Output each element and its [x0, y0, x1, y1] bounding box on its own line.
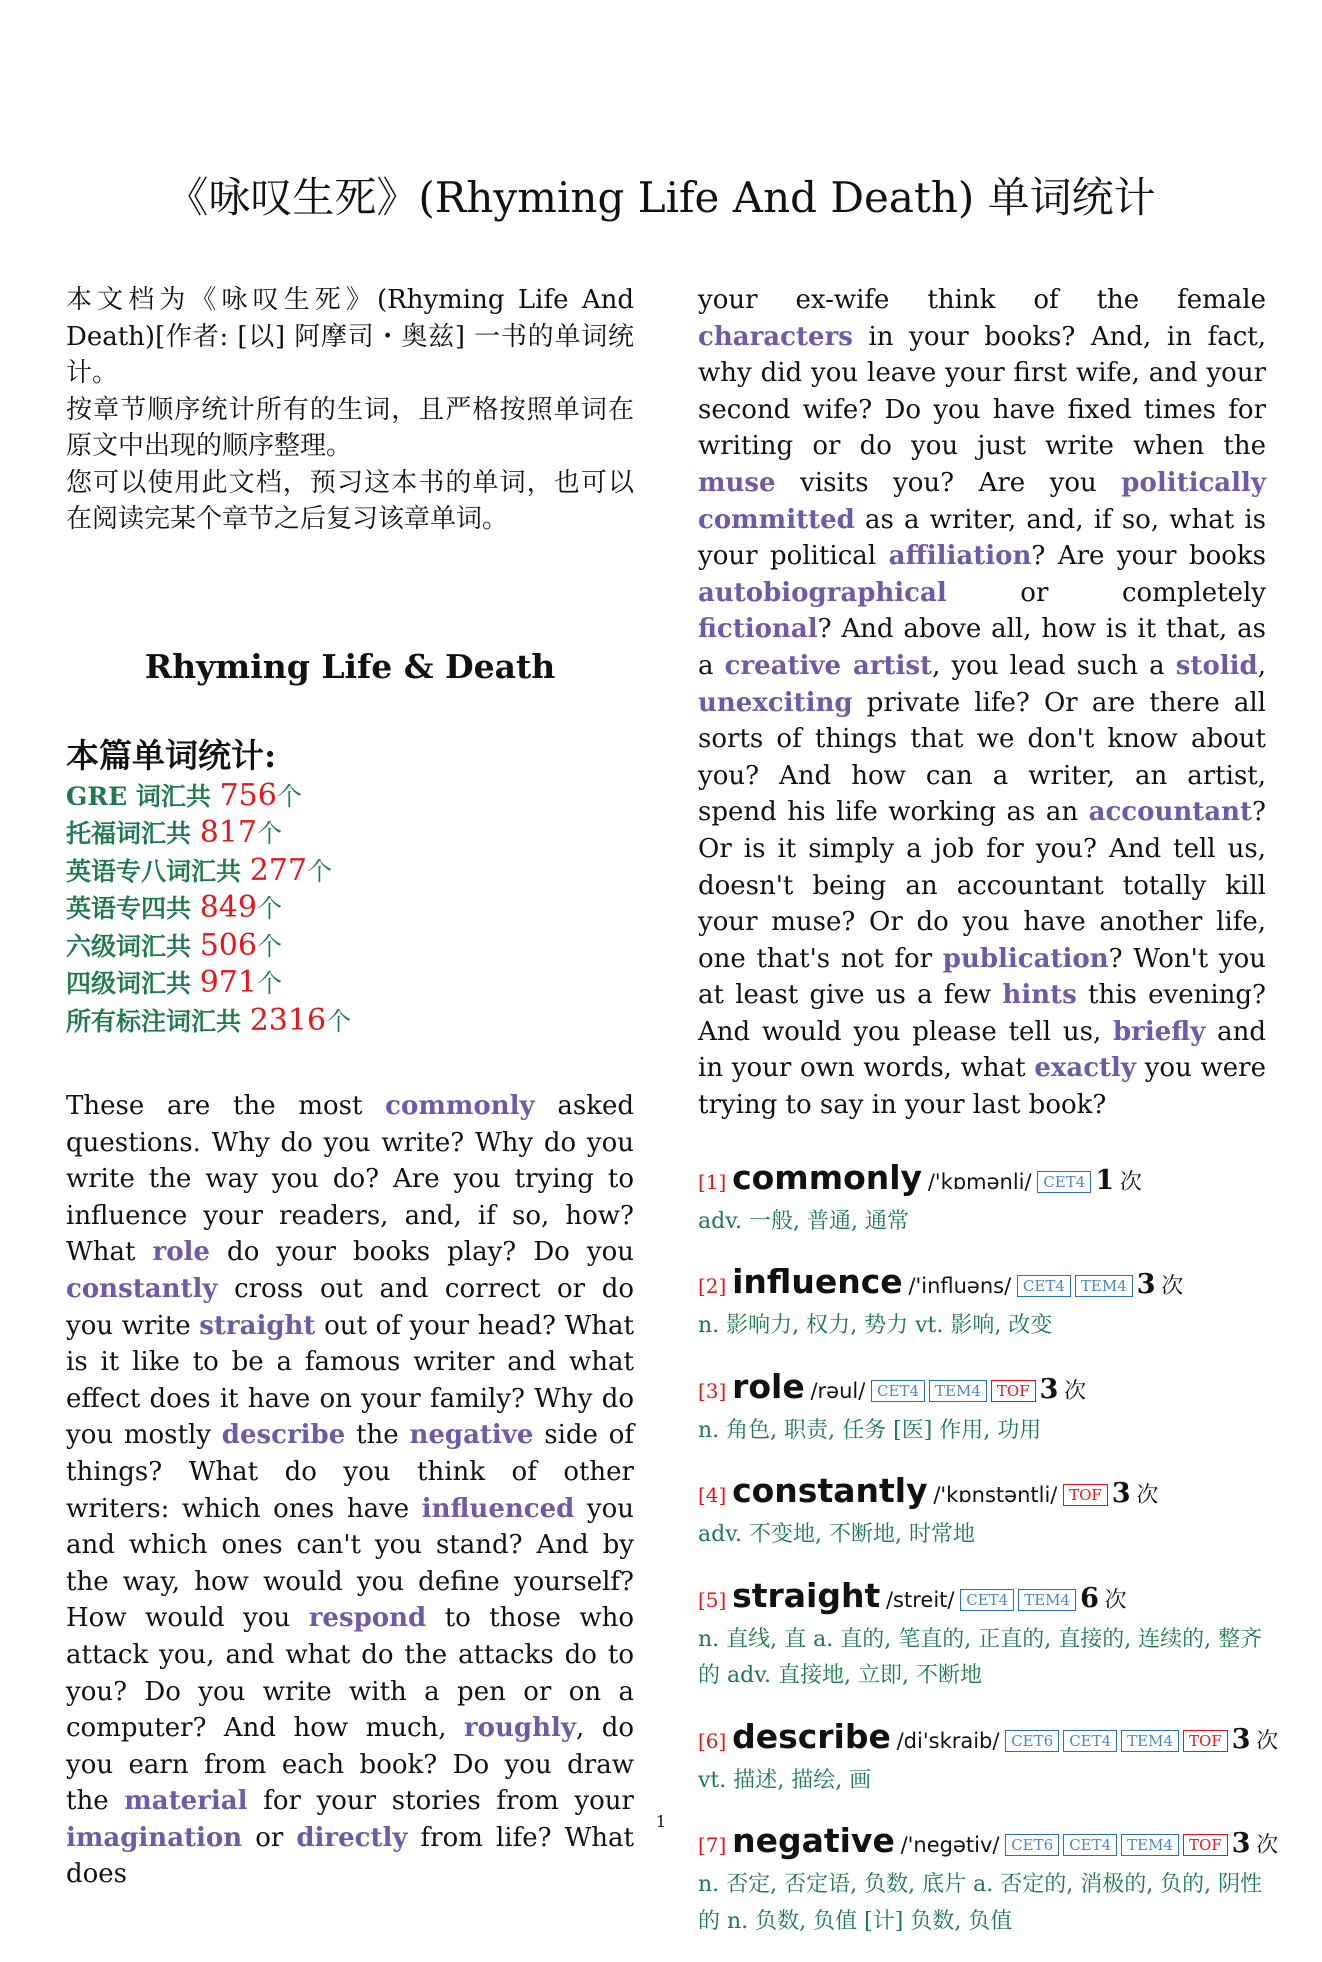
entry-unit: 次	[1136, 1483, 1159, 1509]
stat-count: 277	[249, 852, 307, 888]
entry-word: describe	[732, 1716, 891, 1756]
passage-text: do your books play? Do you	[209, 1237, 634, 1268]
stat-count: 849	[199, 890, 257, 925]
stat-unit: 个	[256, 894, 282, 923]
highlighted-word: negative	[409, 1420, 534, 1451]
stats-item	[66, 928, 634, 966]
tag-badge: TOF	[1183, 1834, 1228, 1856]
entry-head	[698, 1158, 1266, 1204]
entry-ipa: /di'skraib/	[896, 1728, 1000, 1753]
tag-badge: TOF	[1183, 1730, 1228, 1752]
highlighted-word: commonly	[385, 1091, 535, 1121]
tag-badge: CET4	[1017, 1275, 1071, 1297]
entry-count: 3	[1136, 1269, 1156, 1301]
stat-unit: 个	[326, 1006, 352, 1036]
entry-head	[698, 1716, 1279, 1763]
intro-line-3: 您可以使用此文档，预习这本书的单词，也可以在阅读完某个章节之后复习该章单词。	[66, 467, 634, 534]
highlighted-word: creative artist	[724, 650, 933, 681]
stats-title: 本篇单词统计:	[66, 735, 277, 775]
highlighted-word: publication	[942, 943, 1109, 974]
tag-badge: CET6	[1005, 1730, 1059, 1752]
entry-count: 3	[1039, 1373, 1059, 1405]
entry-unit: 次	[1256, 1728, 1279, 1754]
highlighted-word: briefly	[1113, 1016, 1206, 1047]
passage-text: visits you? Are you	[775, 467, 1122, 498]
stats-list	[66, 778, 634, 1041]
passage-text: the	[345, 1420, 410, 1451]
entry-number: [2]	[698, 1274, 727, 1299]
tag-badge: CET4	[1063, 1834, 1117, 1856]
entry-head	[698, 1367, 1266, 1413]
passage-text: ? Won't you at least give us a few	[698, 943, 1266, 1011]
page-number: 1	[655, 1812, 667, 1831]
stat-label: 四级词汇共	[66, 969, 200, 998]
passage-text: as a writer, and, if so, what is your political	[698, 504, 1266, 572]
stat-count: 971	[199, 965, 257, 1000]
entry-count: 3	[1231, 1828, 1251, 1860]
vocab-entry	[698, 1262, 1266, 1345]
passage-text: ? And above all, how is it that, as a	[698, 614, 1266, 681]
highlighted-word: hints	[1002, 980, 1077, 1011]
passage-text: to those who attack you, and what do the attacks do to you? Do you write with a pen or on a computer? And how much,	[66, 1603, 634, 1744]
tag-badge: CET4	[871, 1380, 925, 1402]
stats-item	[66, 815, 634, 853]
entry-definition: adv. 一般, 普通, 通常	[698, 1208, 909, 1234]
passage-text: asked questions. Why do you write? Why do you write the way you do? Are you trying to influence your readers, and, if so, how? What	[66, 1091, 634, 1268]
highlighted-word: affiliation	[888, 541, 1032, 572]
stat-unit: 个	[256, 969, 282, 998]
passage-text: ,	[1257, 650, 1266, 681]
entry-head	[698, 1576, 1266, 1622]
entry-definition: n. 角色, 职责, 任务 [医] 作用, 功用	[698, 1417, 1042, 1443]
section-title: Rhyming Life & Death	[144, 646, 556, 686]
entry-number: [4]	[698, 1483, 727, 1508]
highlighted-word: directly	[296, 1822, 408, 1853]
entry-ipa: /streit/	[885, 1587, 955, 1612]
entry-count: 3	[1231, 1723, 1251, 1755]
passage-text: you were trying to say in your last book?	[698, 1053, 1266, 1121]
highlighted-word: role	[152, 1237, 210, 1268]
entry-head	[698, 1471, 1266, 1517]
entry-word: constantly	[732, 1471, 928, 1511]
highlighted-word: autobiographical	[698, 577, 947, 608]
passage-text: your ex-wife think of the female	[698, 285, 1266, 315]
stat-label: 所有标注词汇共	[66, 1006, 250, 1036]
tag-badge: CET4	[1037, 1171, 1091, 1193]
entry-ipa: /'influəns/	[908, 1274, 1012, 1299]
entry-ipa: /'kɒnstəntli/	[933, 1483, 1058, 1508]
tag-badge: TOF	[1063, 1484, 1108, 1506]
entry-word: straight	[732, 1575, 881, 1615]
passage-text: you and which ones can't you stand? And by the way, how would you define yourself? How would you	[66, 1493, 634, 1634]
tag-badge: CET4	[1063, 1730, 1117, 1752]
intro-line-1: 本文档为《咏叹生死》(Rhyming Life And Death)[作者: [以] 阿摩司・奥兹] 一书的单词统计。	[66, 285, 634, 388]
highlighted-word: accountant	[1088, 797, 1253, 828]
passage-text: or	[242, 1822, 297, 1853]
entry-definition: vt. 描述, 描绘, 画	[698, 1767, 872, 1793]
highlighted-word: respond	[308, 1603, 427, 1634]
entry-definition: adv. 不变地, 不断地, 时常地	[698, 1522, 975, 1548]
vocab-entry	[698, 1158, 1266, 1241]
passage-text: this evening? And would you please tell us,	[698, 980, 1266, 1047]
tag-badge: TEM4	[929, 1380, 987, 1402]
tag-badge: CET4	[960, 1589, 1014, 1611]
entry-count: 6	[1080, 1582, 1099, 1614]
passage-text: from life? What does	[66, 1822, 634, 1890]
stats-item	[66, 1003, 634, 1041]
stat-unit: 个	[256, 819, 282, 848]
entry-number: [3]	[698, 1378, 727, 1403]
tag-badge: TEM4	[1121, 1834, 1179, 1856]
passage-text: ? Are your books	[1031, 541, 1266, 572]
passage-text: , do you earn from each book? Do you draw the	[66, 1713, 634, 1817]
highlighted-word: stolid	[1175, 650, 1258, 681]
passage-text: out of your head? What is it like to be a famous writer and what effect does it have on your family? Why do you mostly	[66, 1310, 634, 1451]
stat-count: 817	[199, 815, 257, 850]
passage-left	[66, 1088, 634, 1893]
passage-text: or completely	[946, 577, 1266, 608]
vocab-entry	[698, 1716, 1279, 1800]
entry-word: role	[732, 1366, 805, 1406]
tag-badge: TOF	[991, 1380, 1036, 1402]
entry-ipa: /rəul/	[810, 1378, 866, 1403]
passage-text: ? Or is it simply a job for you? And tell us, doesn't being an accountant totally kill your muse? Or do you have another life, one that's not for	[698, 797, 1266, 974]
highlighted-word: straight	[199, 1310, 316, 1341]
highlighted-word: imagination	[66, 1822, 243, 1853]
stat-label: 托福词汇共	[66, 819, 200, 848]
highlighted-word: characters	[698, 321, 853, 352]
entry-number: [5]	[698, 1587, 727, 1612]
vocab-entry	[698, 1471, 1266, 1554]
entry-number: [6]	[698, 1728, 727, 1753]
stats-item	[66, 890, 634, 928]
entry-definition: n. 否定, 否定语, 负数, 底片 a. 否定的, 消极的, 负的, 阴性的 n. 负数, 负值 [计] 负数, 负值	[698, 1872, 1263, 1934]
left-column	[66, 282, 634, 1893]
vocab-entry	[698, 1367, 1266, 1450]
passage-text: These are the most	[66, 1091, 386, 1121]
entry-ipa: /'kɒmənli/	[927, 1169, 1032, 1194]
tag-badge: CET6	[1005, 1834, 1059, 1856]
stat-label: 英语专八词汇共	[66, 856, 250, 886]
entry-word: influence	[732, 1262, 903, 1302]
stats-item	[66, 853, 634, 891]
entry-ipa: /'negətiv/	[900, 1833, 1000, 1858]
entry-count: 3	[1111, 1478, 1131, 1510]
highlighted-word: describe	[221, 1420, 346, 1451]
entry-word: commonly	[732, 1157, 923, 1197]
highlighted-word: roughly	[463, 1713, 576, 1744]
passage-text: for your stories from your	[247, 1786, 634, 1817]
stat-unit: 个	[276, 781, 302, 811]
entry-head	[698, 1262, 1266, 1308]
highlighted-word: muse	[698, 467, 776, 498]
entry-number: [7]	[698, 1833, 727, 1858]
entry-definition: n. 直线, 直 a. 直的, 笔直的, 正直的, 直接的, 连续的, 整齐的 adv. 直接地, 立即, 不断地	[698, 1626, 1263, 1689]
highlighted-word: politically committed	[698, 467, 1266, 535]
tag-badge: TEM4	[1075, 1275, 1133, 1297]
entry-unit: 次	[1256, 1833, 1279, 1859]
highlighted-word: constantly	[66, 1273, 218, 1304]
intro-line-2: 按章节顺序统计所有的生词，且严格按照单词在原文中出现的顺序整理。	[66, 394, 634, 461]
page-title: 《咏叹生死》(Rhyming Life And Death) 单词统计	[166, 173, 1156, 223]
stat-unit: 个	[256, 931, 282, 961]
vocab-entry	[698, 1576, 1266, 1695]
entry-unit: 次	[1161, 1274, 1184, 1300]
entry-unit: 次	[1104, 1587, 1127, 1613]
stat-label: 英语专四共	[66, 894, 200, 923]
passage-text: in your books? And, in fact, why did you leave your first wife, and your second wife? Do you have fixed times for writing or do you just write when the	[698, 321, 1266, 462]
passage-text: cross out and correct or do you write	[66, 1273, 634, 1341]
right-column	[698, 282, 1279, 1962]
entry-definition: n. 影响力, 权力, 势力 vt. 影响, 改变	[698, 1313, 1053, 1339]
passage-right	[698, 282, 1266, 1124]
entry-word: negative	[732, 1821, 895, 1861]
passage-text: private life? Or are there all sorts of things that we don't know about you? And how can a writer, an artist, spend his life working as an	[698, 687, 1266, 828]
stat-count: 2316	[249, 1002, 327, 1038]
passage-text: and in your own words, what	[698, 1016, 1266, 1084]
highlighted-word: fictional	[698, 614, 818, 645]
stat-count: 506	[199, 927, 257, 963]
tag-badge: TEM4	[1121, 1730, 1179, 1752]
highlighted-word: material	[124, 1786, 248, 1817]
vocab-entry	[698, 1821, 1279, 1940]
stat-count: 756	[219, 777, 277, 813]
stat-label: GRE 词汇共	[66, 781, 220, 811]
tag-badge: TEM4	[1018, 1589, 1076, 1611]
passage-text: , you lead such a	[932, 650, 1176, 681]
intro-text	[66, 282, 634, 538]
stat-unit: 个	[306, 856, 332, 886]
entry-unit: 次	[1119, 1169, 1142, 1195]
entry-count: 1	[1095, 1164, 1115, 1196]
stat-label: 六级词汇共	[66, 931, 200, 961]
stats-item	[66, 965, 634, 1003]
highlighted-word: exactly	[1034, 1053, 1137, 1084]
highlighted-word: influenced	[421, 1493, 575, 1524]
passage-text: side of things? What do you think of other writers: which ones have	[66, 1420, 635, 1524]
highlighted-word: unexciting	[698, 687, 853, 718]
stats-item	[66, 778, 634, 816]
entry-number: [1]	[698, 1169, 727, 1194]
entry-unit: 次	[1064, 1378, 1087, 1404]
